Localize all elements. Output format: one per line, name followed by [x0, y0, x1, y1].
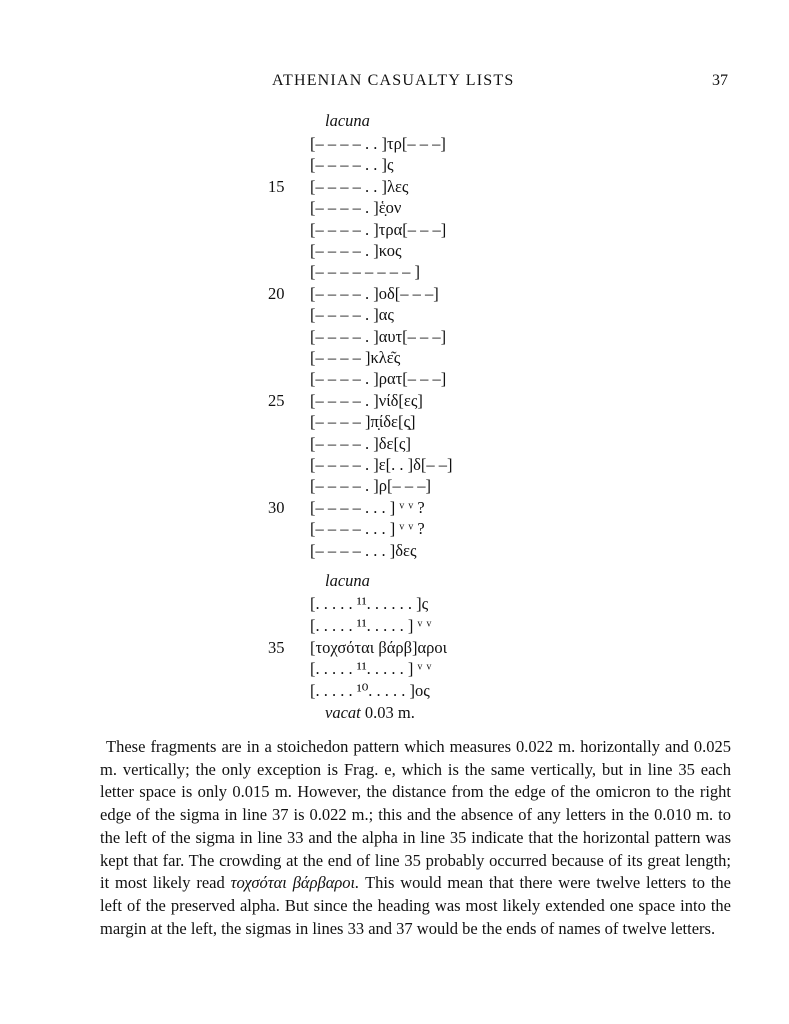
line-text: [– – – – . . . ]δες [310, 540, 417, 560]
inscription-line [0, 540, 789, 561]
line-text: [– – – – . ]αυτ[– – –] [310, 326, 447, 346]
inscription-line [0, 176, 789, 197]
line-text: [– – – – . ]νίδ[ες] [310, 390, 423, 410]
inscription-line [0, 637, 789, 658]
inscription-line [0, 283, 789, 304]
inscription-line [0, 347, 789, 368]
line-text: [– – – – . ]οδ[– – –] [310, 283, 439, 303]
inscription-line [0, 304, 789, 325]
line-text: [– – – – . . . ] ᵛ ᵛ ? [310, 497, 425, 517]
line-text: [τοχσόται βάρβ]αροι [310, 637, 448, 657]
line-text: [– – – – . . ]λες [310, 176, 409, 196]
inscription-line [0, 454, 789, 475]
inscription-line [0, 326, 789, 347]
vacat-row [0, 702, 789, 723]
paragraph-text-start: These fragments are in a stoichedon pattern which measures 0.022 m. horizontally and 0.025 m. vertically; the only exception is Frag. e, which is the same vertically, but in line 35 each letter space is only 0.015 m. However, the distance from the edge of the omicron to the right edge of the sigma in line 37 is 0.022 m.; this and the absence of any letters in the 0.010 m. to the left of the sigma in line 33 and the alpha in line 35 indicate that the horizontal pattern was kept that far. The crowding at the end of line 35 probably occurred because of its great length; it most likely read [100, 737, 731, 893]
inscription-line [0, 680, 789, 701]
inscription-line [0, 658, 789, 679]
line-text: [– – – – – – – – ] [310, 262, 420, 282]
line-number: 30 [268, 497, 285, 517]
paragraph-text-end: This would mean that there were twelve letters to the left of the preserved alpha. But since the heading was most likely extended one space into the margin at the left, the sigmas in lines 33 and 37 would be the ends of names of twelve letters. [100, 873, 731, 938]
inscription-line [0, 219, 789, 240]
inscription-line [0, 518, 789, 539]
line-number: 15 [268, 176, 285, 196]
inscription-line [0, 411, 789, 432]
line-number: 20 [268, 283, 285, 303]
inscription-line [0, 475, 789, 496]
line-text: [– – – – . ]ρ[– – –] [310, 476, 431, 496]
vacat-measure: 0.03 m. [360, 703, 415, 722]
inscription-line [0, 154, 789, 175]
line-text: [. . . . . ¹¹. . . . . ] ᵛ ᵛ [310, 615, 432, 635]
line-text: [– – – – . ]ρατ[– – –] [310, 369, 447, 389]
line-text: [– – – – . ]ἑ̣ον [310, 198, 402, 218]
line-text: [– – – – . . ]ς [310, 155, 394, 175]
inscription-line [0, 261, 789, 282]
line-text: [– – – – . ]δε[ς] [310, 433, 411, 453]
line-text: [. . . . . ¹¹. . . . . ] ᵛ ᵛ [310, 659, 432, 679]
running-title: ATHENIAN CASUALTY LISTS [272, 72, 515, 89]
line-text: [– – – – . ]τρα[– – –] [310, 219, 447, 239]
line-text: [– – – – ]π̣ίδε[ς̣] [310, 412, 416, 432]
lacuna-mid-row [0, 570, 789, 591]
line-number: 25 [268, 390, 285, 410]
line-text: [– – – – . . ]τρ[– – –] [310, 134, 446, 153]
inscription-line [0, 197, 789, 218]
body-paragraph [100, 736, 731, 940]
line-text: [– – – – ]κλε͂ς [310, 348, 401, 367]
lacuna-top-row [0, 110, 789, 131]
line-number: 35 [268, 637, 285, 657]
inscription-line [0, 368, 789, 389]
running-head [0, 72, 789, 94]
line-text: [. . . . . ¹⁰. . . . . ]ος [310, 681, 430, 701]
vacat-word: vacat [325, 703, 361, 722]
inscription-line [0, 390, 789, 411]
greek-reading: τοχσόται βάρβαροι. [230, 873, 360, 893]
inscription-line [0, 133, 789, 154]
line-text: [– – – – . ]ε[. . ]δ[– –] [310, 455, 453, 474]
inscription-line [0, 433, 789, 454]
inscription-line [0, 615, 789, 636]
inscription-line [0, 593, 789, 614]
inscription-line [0, 240, 789, 261]
inscription-line [0, 497, 789, 518]
lacuna-label: lacuna [325, 111, 370, 130]
line-text: [– – – – . . . ] ᵛ ᵛ ? [310, 519, 425, 539]
line-text: [. . . . . ¹¹. . . . . . ]ς [310, 594, 429, 613]
vacat-note [325, 702, 415, 723]
line-text: [– – – – . ]κος [310, 241, 402, 260]
lacuna-label: lacuna [325, 571, 370, 590]
page-number: 37 [712, 72, 728, 89]
line-text: [– – – – . ]ας [310, 305, 394, 325]
